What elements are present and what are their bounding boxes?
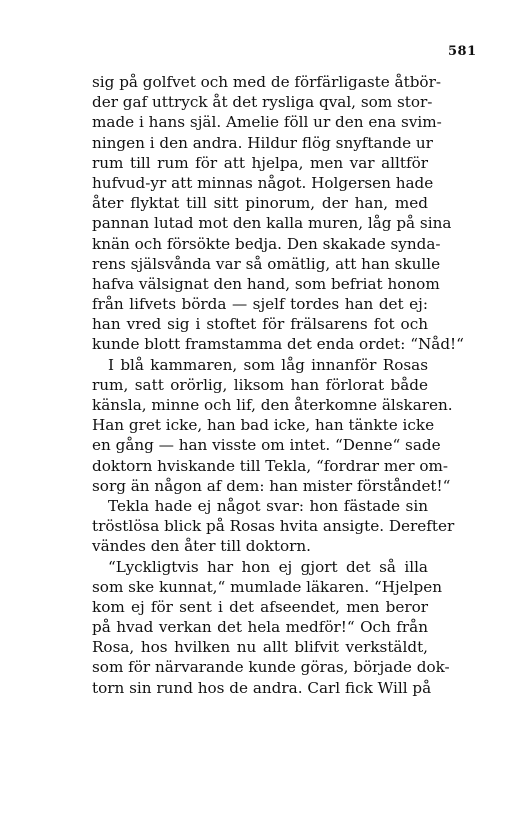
text-line: Rosa, hos hvilken nu allt blifvit verkstäldt,: [92, 638, 428, 657]
text-line: Han gret icke, han bad icke, han tänkte icke: [92, 416, 435, 435]
text-line: knän och försökte bedja. Den skakade synda-: [92, 234, 441, 253]
text-line: doktorn hviskande till Tekla, “fordrar mer om-: [92, 456, 449, 475]
text-line: som för närvarande kunde göras, började dok-: [92, 658, 450, 677]
text-line: hufvud-yr att minnas något. Holgersen hade: [92, 173, 434, 192]
page-number: 581: [448, 44, 477, 59]
text-line: der gaf uttryck åt det rysliga qval, som stor-: [92, 93, 433, 112]
text-line: han vred sig i stoftet för frälsarens fot och: [92, 315, 428, 334]
text-line: “Lyckligtvis har hon ej gjort det så illa: [108, 557, 428, 576]
text-line: pannan lutad mot den kalla muren, låg på sina: [92, 214, 452, 233]
body-text: [92, 72, 464, 698]
text-line: kom ej för sent i det afseendet, men beror: [92, 597, 428, 616]
text-line: åter flyktat till sitt pinorum, der han, med: [92, 194, 428, 213]
text-line: kunde blott framstamma det enda ordet: “Nåd!“: [92, 335, 464, 354]
text-line: made i hans själ. Amelie föll ur den ena svim-: [92, 113, 442, 132]
text-line: en gång — han visste om intet. “Denne“ sade: [92, 436, 441, 455]
text-line: torn sin rund hos de andra. Carl fick Will på: [92, 678, 432, 697]
text-line: känsla, minne och lif, den återkomne älskaren.: [92, 396, 453, 414]
text-line: Tekla hade ej något svar: hon fästade sin: [108, 496, 428, 515]
text-line: sig på golfvet och med de förfärligaste åtbör-: [92, 73, 441, 91]
text-line: från lifvets börda — sjelf tordes han det ej:: [92, 295, 428, 314]
text-line: sorg än någon af dem: han mister förståndet!“: [92, 476, 451, 495]
text-line: rum till rum för att hjelpa, men var alltför: [92, 153, 428, 172]
text-line: rum, satt orörlig, liksom han förlorat både: [92, 375, 428, 394]
text-line: tröstlösa blick på Rosas hvita ansigte. Derefter: [92, 517, 455, 536]
text-line: som ske kunnat,“ mumlade läkaren. “Hjelpen: [92, 577, 443, 596]
text-line: vändes den åter till doktorn.: [92, 537, 311, 556]
text-line: hafva välsignat den hand, som befriat honom: [92, 274, 440, 293]
text-line: I blå kammaren, som låg innanför Rosas: [108, 355, 428, 374]
text-line: på hvad verkan det hela medför!“ Och från: [92, 618, 428, 637]
text-line: ningen i den andra. Hildur flög snyftande ur: [92, 133, 433, 152]
text-line: rens själsvånda var så omätlig, att han skulle: [92, 254, 441, 273]
